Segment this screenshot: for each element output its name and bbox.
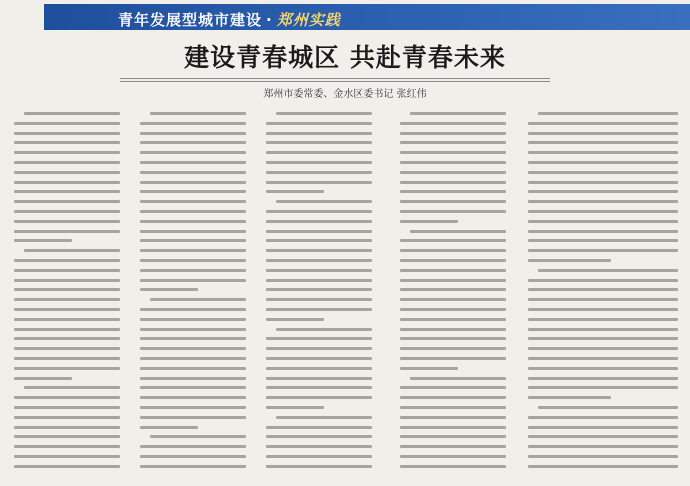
text-line: [400, 181, 506, 184]
text-line: [14, 445, 120, 448]
text-line: [14, 161, 120, 164]
text-line: [400, 200, 506, 203]
text-column-4: [400, 112, 506, 480]
text-line: [528, 308, 678, 311]
text-line: [276, 416, 372, 419]
text-line: [140, 249, 246, 252]
text-line: [528, 445, 678, 448]
text-line: [140, 288, 198, 291]
text-line: [400, 328, 506, 331]
text-line: [410, 112, 506, 115]
text-line: [140, 337, 246, 340]
text-line: [528, 386, 678, 389]
text-line: [266, 190, 324, 193]
text-line: [400, 288, 506, 291]
text-line: [24, 386, 120, 389]
text-line: [400, 279, 506, 282]
text-line: [14, 141, 120, 144]
text-line: [140, 259, 246, 262]
text-line: [14, 288, 120, 291]
text-line: [140, 347, 246, 350]
text-line: [266, 426, 372, 429]
text-line: [140, 141, 246, 144]
text-line: [400, 161, 506, 164]
text-line: [276, 112, 372, 115]
text-line: [266, 445, 372, 448]
text-line: [528, 259, 611, 262]
text-line: [14, 181, 120, 184]
text-line: [140, 445, 246, 448]
text-line: [24, 112, 120, 115]
text-line: [140, 190, 246, 193]
text-line: [14, 347, 120, 350]
text-line: [14, 318, 120, 321]
text-line: [14, 279, 120, 282]
text-line: [14, 328, 120, 331]
text-line: [266, 249, 372, 252]
text-line: [24, 249, 120, 252]
text-line: [528, 171, 678, 174]
article-headline: 建设青春城区 共赴青春未来: [184, 43, 506, 72]
text-line: [140, 171, 246, 174]
text-line: [266, 298, 372, 301]
text-line: [266, 337, 372, 340]
text-line: [528, 455, 678, 458]
text-line: [400, 259, 506, 262]
text-line: [400, 220, 458, 223]
text-line: [150, 298, 246, 301]
text-line: [140, 367, 246, 370]
text-line: [528, 249, 678, 252]
text-line: [14, 367, 120, 370]
text-line: [266, 269, 372, 272]
text-line: [140, 465, 246, 468]
text-line: [400, 337, 506, 340]
text-line: [528, 435, 678, 438]
text-line: [14, 426, 120, 429]
text-line: [266, 377, 372, 380]
text-line: [266, 132, 372, 135]
text-line: [400, 455, 506, 458]
text-line: [400, 308, 506, 311]
text-line: [528, 318, 678, 321]
text-line: [140, 220, 246, 223]
text-line: [410, 230, 506, 233]
text-line: [14, 435, 120, 438]
text-line: [14, 132, 120, 135]
text-line: [528, 357, 678, 360]
text-line: [528, 416, 678, 419]
text-line: [140, 181, 246, 184]
text-line: [400, 435, 506, 438]
text-line: [14, 259, 120, 262]
headline-rule: [120, 81, 550, 82]
text-line: [400, 269, 506, 272]
text-line: [266, 367, 372, 370]
text-line: [266, 230, 372, 233]
text-line: [266, 357, 372, 360]
text-line: [400, 210, 506, 213]
text-line: [400, 141, 506, 144]
text-line: [266, 455, 372, 458]
text-line: [14, 455, 120, 458]
text-line: [266, 406, 324, 409]
text-line: [538, 112, 678, 115]
text-line: [400, 426, 506, 429]
text-line: [140, 455, 246, 458]
text-line: [528, 328, 678, 331]
text-line: [266, 318, 324, 321]
text-line: [400, 406, 506, 409]
text-line: [528, 337, 678, 340]
text-line: [528, 190, 678, 193]
text-line: [528, 367, 678, 370]
text-line: [528, 122, 678, 125]
text-line: [266, 122, 372, 125]
text-line: [266, 396, 372, 399]
text-line: [400, 465, 506, 468]
text-line: [528, 239, 678, 242]
text-line: [400, 386, 506, 389]
text-line: [266, 386, 372, 389]
text-line: [266, 161, 372, 164]
text-line: [400, 132, 506, 135]
text-line: [528, 151, 678, 154]
text-line: [140, 308, 246, 311]
text-line: [140, 210, 246, 213]
text-line: [14, 220, 120, 223]
text-line: [400, 298, 506, 301]
text-line: [266, 171, 372, 174]
text-line: [410, 377, 506, 380]
text-line: [400, 122, 506, 125]
text-line: [140, 357, 246, 360]
section-banner: [44, 4, 690, 30]
text-line: [14, 357, 120, 360]
section-banner-text: [118, 9, 341, 30]
text-line: [266, 220, 372, 223]
section-title-separator: ·: [266, 11, 273, 29]
text-line: [528, 200, 678, 203]
text-line: [266, 279, 372, 282]
text-line: [140, 416, 246, 419]
text-line: [14, 377, 72, 380]
text-line: [400, 416, 506, 419]
text-line: [140, 426, 198, 429]
text-line: [14, 210, 120, 213]
text-line: [150, 435, 246, 438]
text-line: [528, 210, 678, 213]
text-line: [400, 249, 506, 252]
text-line: [140, 396, 246, 399]
text-line: [538, 269, 678, 272]
text-line: [140, 230, 246, 233]
text-line: [266, 347, 372, 350]
text-line: [266, 151, 372, 154]
section-city-name: 郑州实践: [276, 11, 341, 29]
text-line: [266, 259, 372, 262]
text-line: [400, 347, 506, 350]
text-line: [266, 288, 372, 291]
text-line: [14, 151, 120, 154]
text-line: [528, 465, 678, 468]
text-line: [14, 396, 120, 399]
text-line: [528, 279, 678, 282]
text-line: [14, 298, 120, 301]
article-byline: 郑州市委常委、金水区委书记 张红伟: [263, 89, 427, 100]
text-line: [140, 377, 246, 380]
text-line: [140, 239, 246, 242]
text-line: [150, 112, 246, 115]
text-line: [14, 465, 120, 468]
text-column-3: [266, 112, 372, 480]
text-line: [14, 190, 120, 193]
text-line: [528, 141, 678, 144]
text-line: [14, 308, 120, 311]
text-line: [400, 357, 506, 360]
text-line: [140, 151, 246, 154]
text-column-5: [528, 112, 678, 480]
text-line: [14, 269, 120, 272]
text-line: [528, 347, 678, 350]
text-line: [400, 190, 506, 193]
headline-rule: [120, 78, 550, 79]
text-line: [14, 416, 120, 419]
text-line: [400, 239, 506, 242]
text-column-1: [14, 112, 120, 480]
text-line: [140, 200, 246, 203]
text-line: [140, 279, 246, 282]
text-line: [400, 396, 506, 399]
text-line: [266, 308, 372, 311]
text-line: [266, 239, 372, 242]
text-line: [528, 220, 678, 223]
text-line: [140, 386, 246, 389]
text-line: [266, 465, 372, 468]
text-line: [528, 181, 678, 184]
text-line: [14, 337, 120, 340]
text-line: [528, 298, 678, 301]
text-line: [140, 122, 246, 125]
text-line: [14, 230, 120, 233]
section-title: 青年发展型城市建设: [118, 11, 263, 29]
text-line: [528, 230, 678, 233]
text-line: [14, 406, 120, 409]
text-line: [140, 161, 246, 164]
text-line: [400, 171, 506, 174]
text-line: [14, 239, 72, 242]
text-line: [14, 171, 120, 174]
text-line: [276, 200, 372, 203]
text-column-2: [140, 112, 246, 480]
text-line: [528, 288, 678, 291]
text-line: [14, 122, 120, 125]
text-line: [400, 445, 506, 448]
text-line: [140, 328, 246, 331]
text-line: [266, 181, 372, 184]
text-line: [266, 435, 372, 438]
text-line: [528, 161, 678, 164]
text-line: [528, 377, 678, 380]
text-line: [400, 367, 458, 370]
text-line: [140, 269, 246, 272]
text-line: [538, 406, 678, 409]
text-line: [140, 406, 246, 409]
text-line: [140, 318, 246, 321]
text-line: [400, 151, 506, 154]
text-line: [14, 200, 120, 203]
text-line: [528, 426, 678, 429]
text-line: [528, 132, 678, 135]
text-line: [266, 141, 372, 144]
text-line: [400, 318, 506, 321]
text-line: [266, 210, 372, 213]
text-line: [528, 396, 611, 399]
text-line: [140, 132, 246, 135]
text-line: [276, 328, 372, 331]
